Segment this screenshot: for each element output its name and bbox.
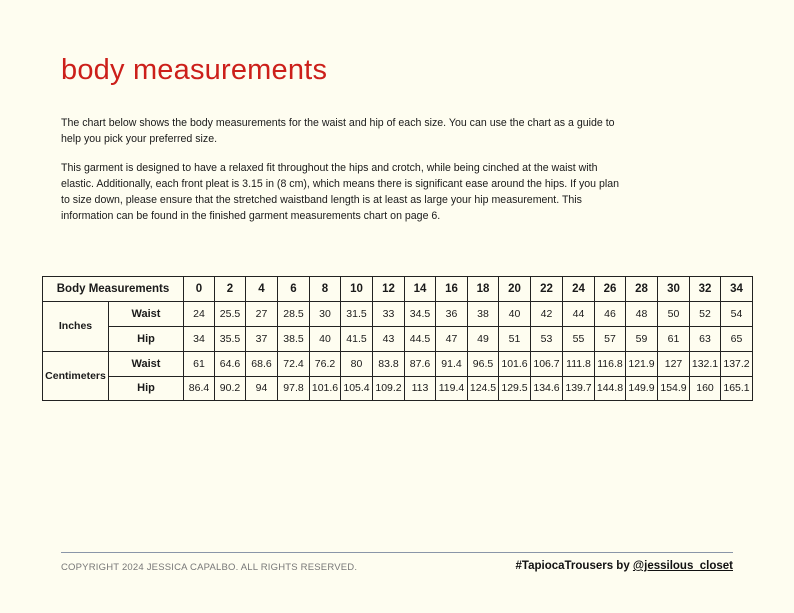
footer-divider bbox=[61, 552, 733, 553]
measurement-cell: 59 bbox=[626, 327, 658, 352]
measurement-cell: 106.7 bbox=[531, 351, 563, 376]
hashtag-credit bbox=[516, 560, 733, 572]
measurement-cell: 109.2 bbox=[373, 376, 405, 401]
measurement-cell: 132.1 bbox=[690, 351, 721, 376]
measurement-cell: 42 bbox=[531, 302, 563, 327]
unit-group-label: Centimeters bbox=[43, 351, 109, 401]
size-header: 18 bbox=[468, 277, 499, 302]
measurement-cell: 35.5 bbox=[215, 327, 246, 352]
measurement-cell: 105.4 bbox=[341, 376, 373, 401]
measurement-cell: 43 bbox=[373, 327, 405, 352]
measurement-cell: 94 bbox=[246, 376, 278, 401]
measurement-cell: 50 bbox=[658, 302, 690, 327]
size-header: 12 bbox=[373, 277, 405, 302]
measurement-cell: 27 bbox=[246, 302, 278, 327]
measurement-cell: 72.4 bbox=[278, 351, 310, 376]
measurement-cell: 139.7 bbox=[563, 376, 595, 401]
measurement-cell: 38 bbox=[468, 302, 499, 327]
measurement-cell: 41.5 bbox=[341, 327, 373, 352]
measurement-cell: 48 bbox=[626, 302, 658, 327]
size-header: 34 bbox=[721, 277, 753, 302]
measurement-cell: 44.5 bbox=[405, 327, 436, 352]
measurement-cell: 38.5 bbox=[278, 327, 310, 352]
measurement-cell: 51 bbox=[499, 327, 531, 352]
measurement-cell: 149.9 bbox=[626, 376, 658, 401]
measurement-cell: 134.6 bbox=[531, 376, 563, 401]
size-header: 0 bbox=[184, 277, 215, 302]
size-header: 26 bbox=[595, 277, 626, 302]
measurement-cell: 121.9 bbox=[626, 351, 658, 376]
measurement-cell: 97.8 bbox=[278, 376, 310, 401]
size-header: 32 bbox=[690, 277, 721, 302]
measurement-cell: 46 bbox=[595, 302, 626, 327]
measurement-cell: 83.8 bbox=[373, 351, 405, 376]
size-header: 6 bbox=[278, 277, 310, 302]
measurement-label: Hip bbox=[109, 327, 184, 352]
instagram-handle-link[interactable]: @jessilous_closet bbox=[632, 560, 733, 572]
unit-group-label: Inches bbox=[43, 302, 109, 352]
measurement-cell: 31.5 bbox=[341, 302, 373, 327]
measurement-cell: 137.2 bbox=[721, 351, 753, 376]
measurement-cell: 34 bbox=[184, 327, 215, 352]
size-header: 22 bbox=[531, 277, 563, 302]
measurement-cell: 53 bbox=[531, 327, 563, 352]
table-row bbox=[43, 302, 753, 327]
measurement-cell: 47 bbox=[436, 327, 468, 352]
measurement-cell: 54 bbox=[721, 302, 753, 327]
size-header: 30 bbox=[658, 277, 690, 302]
measurement-cell: 90.2 bbox=[215, 376, 246, 401]
table-header-label: Body Measurements bbox=[43, 277, 184, 302]
table-header-row bbox=[43, 277, 753, 302]
body-measurements-table bbox=[42, 276, 753, 401]
size-header: 4 bbox=[246, 277, 278, 302]
measurement-cell: 101.6 bbox=[499, 351, 531, 376]
measurement-cell: 87.6 bbox=[405, 351, 436, 376]
size-header: 10 bbox=[341, 277, 373, 302]
intro-paragraph: The chart below shows the body measurements for the waist and hip of each size. You can use the chart as a guide to help you pick your preferred size. bbox=[61, 117, 615, 145]
size-header: 20 bbox=[499, 277, 531, 302]
measurement-cell: 55 bbox=[563, 327, 595, 352]
measurement-label: Waist bbox=[109, 302, 184, 327]
table-row bbox=[43, 351, 753, 376]
measurement-cell: 63 bbox=[690, 327, 721, 352]
measurement-cell: 154.9 bbox=[658, 376, 690, 401]
measurement-cell: 61 bbox=[184, 351, 215, 376]
measurement-cell: 111.8 bbox=[563, 351, 595, 376]
measurement-cell: 65 bbox=[721, 327, 753, 352]
hashtag-text: #TapiocaTrousers by bbox=[515, 560, 633, 572]
measurement-cell: 44 bbox=[563, 302, 595, 327]
measurement-cell: 86.4 bbox=[184, 376, 215, 401]
measurement-cell: 25.5 bbox=[215, 302, 246, 327]
measurement-cell: 144.8 bbox=[595, 376, 626, 401]
measurement-cell: 24 bbox=[184, 302, 215, 327]
measurement-cell: 80 bbox=[341, 351, 373, 376]
measurement-cell: 49 bbox=[468, 327, 499, 352]
size-header: 2 bbox=[215, 277, 246, 302]
measurement-cell: 116.8 bbox=[595, 351, 626, 376]
measurement-cell: 30 bbox=[310, 302, 341, 327]
measurement-cell: 52 bbox=[690, 302, 721, 327]
measurement-cell: 33 bbox=[373, 302, 405, 327]
measurement-cell: 165.1 bbox=[721, 376, 753, 401]
table-row bbox=[43, 327, 753, 352]
page-title: body measurements bbox=[61, 54, 328, 86]
measurement-cell: 28.5 bbox=[278, 302, 310, 327]
measurement-cell: 127 bbox=[658, 351, 690, 376]
measurement-cell: 61 bbox=[658, 327, 690, 352]
measurement-cell: 113 bbox=[405, 376, 436, 401]
measurement-cell: 76.2 bbox=[310, 351, 341, 376]
measurement-cell: 129.5 bbox=[499, 376, 531, 401]
size-header: 8 bbox=[310, 277, 341, 302]
measurement-cell: 91.4 bbox=[436, 351, 468, 376]
measurement-cell: 96.5 bbox=[468, 351, 499, 376]
measurement-cell: 101.6 bbox=[310, 376, 341, 401]
size-header: 28 bbox=[626, 277, 658, 302]
measurement-cell: 40 bbox=[310, 327, 341, 352]
measurement-label: Hip bbox=[109, 376, 184, 401]
size-header: 14 bbox=[405, 277, 436, 302]
copyright-text: COPYRIGHT 2024 JESSICA CAPALBO. ALL RIGHTS RESERVED. bbox=[61, 562, 358, 573]
measurement-cell: 37 bbox=[246, 327, 278, 352]
measurement-cell: 160 bbox=[690, 376, 721, 401]
size-header: 16 bbox=[436, 277, 468, 302]
measurement-label: Waist bbox=[109, 351, 184, 376]
measurement-cell: 124.5 bbox=[468, 376, 499, 401]
measurement-cell: 34.5 bbox=[405, 302, 436, 327]
measurement-cell: 40 bbox=[499, 302, 531, 327]
measurement-cell: 57 bbox=[595, 327, 626, 352]
size-header: 24 bbox=[563, 277, 595, 302]
measurement-cell: 119.4 bbox=[436, 376, 468, 401]
measurement-cell: 68.6 bbox=[246, 351, 278, 376]
measurement-cell: 36 bbox=[436, 302, 468, 327]
fit-paragraph: This garment is designed to have a relaxed fit throughout the hips and crotch, while being cinched at the waist with elastic. Additionally, each front pleat is 3.15 in (8 cm), which means there is significant ease around the hips. If you plan to size down, please ensure that the stretched waistband length is at least as large your hip measurement. This information can be found in the finished garment measurements chart on page 6. bbox=[61, 162, 620, 222]
table-row bbox=[43, 376, 753, 401]
measurement-cell: 64.6 bbox=[215, 351, 246, 376]
